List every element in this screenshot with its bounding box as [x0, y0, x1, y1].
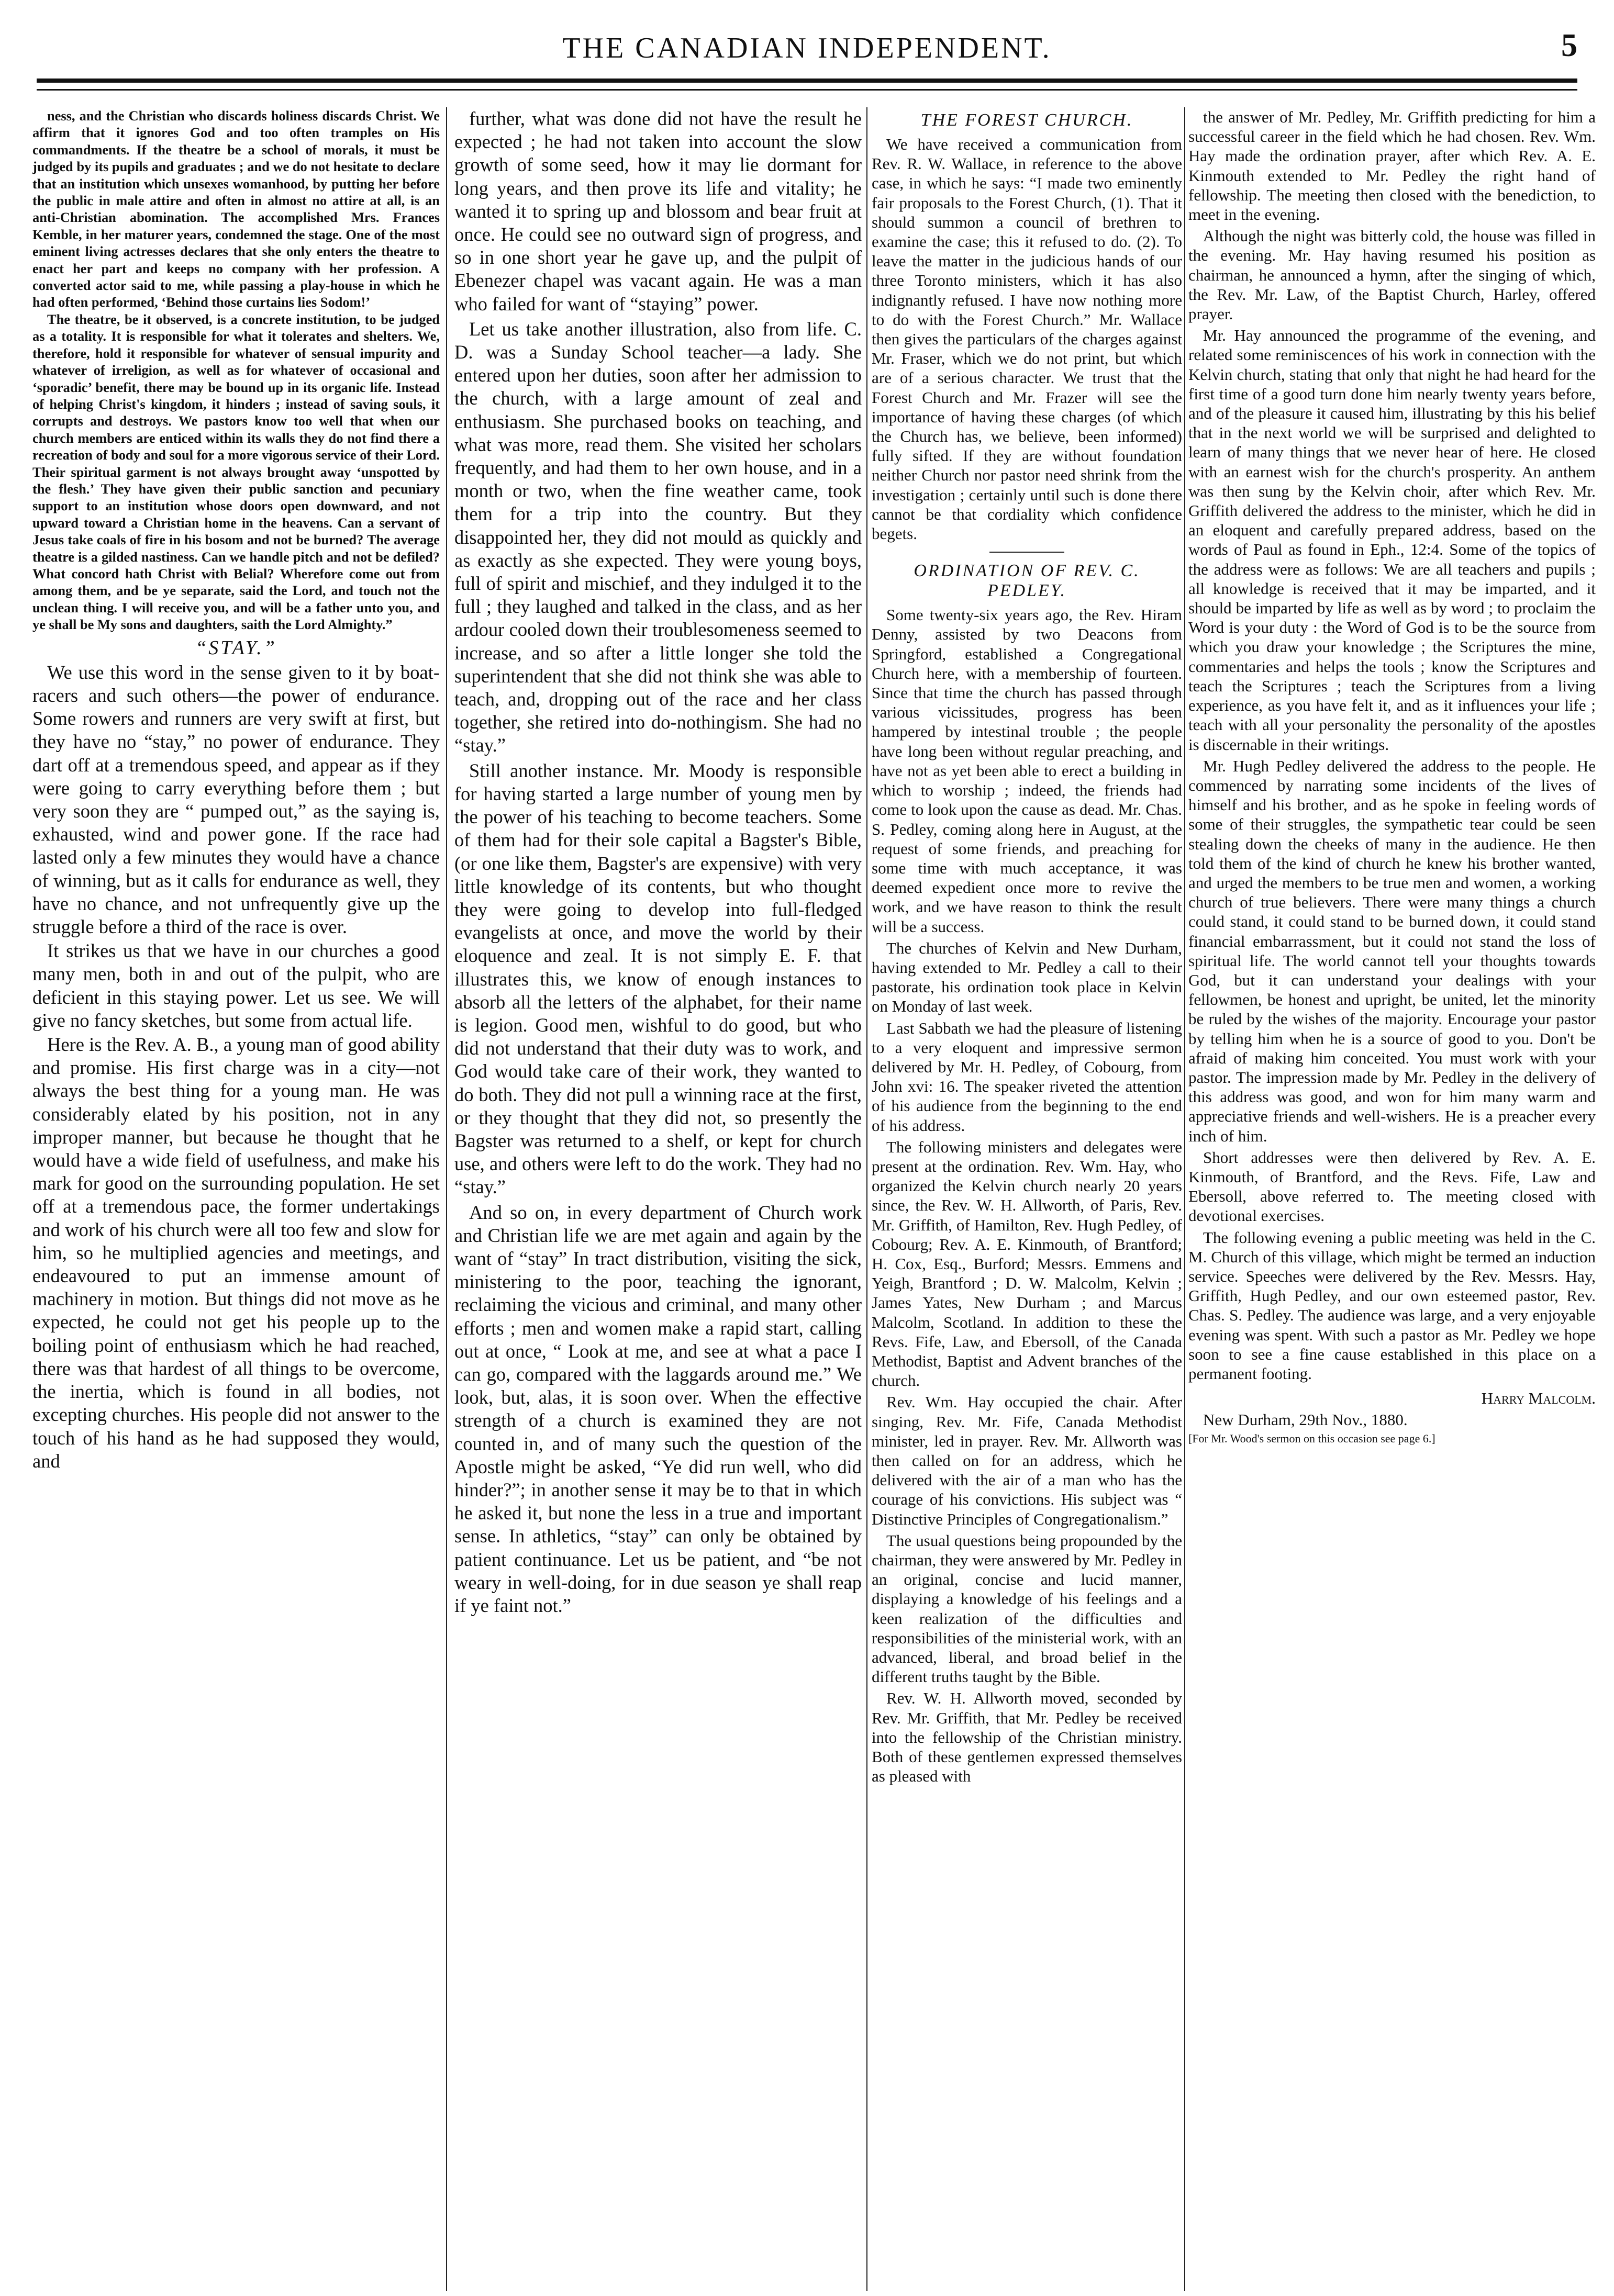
article-paragraph: It strikes us that we have in our churches a good many men, both in and out of the pulpit, who are deficient in this staying power. Let us see. We will give no fancy sketches, but some from actual life.: [32, 940, 440, 1031]
section-separator: [872, 548, 1182, 556]
article-paragraph: The following evening a public meeting was held in the C. M. Church of this village, which might be termed an induction service. Speeches were delivered by the Rev. Messrs. Hay, Griffith, Hugh Pedley, and our own esteemed pastor, Rev. Chas. S. Pedley. The audience was large, and a very enjoyable evening was spent. With such a pastor as Mr. Pedley we hope soon to see a fine cause established in this place on a permanent footing.: [1188, 1228, 1596, 1383]
article-paragraph: The churches of Kelvin and New Durham, having extended to Mr. Pedley a call to their pastorate, his ordination took place in Kelvin on Monday of last week.: [872, 938, 1182, 1016]
stay-article: [32, 661, 440, 1473]
article-paragraph: Some twenty-six years ago, the Rev. Hiram Denny, assisted by two Deacons from Springford, established a Congregational Church here, with a membership of fourteen. Since that time the church has passed through various vicissitudes, progress has been hampered by intestinal trouble ; the people have long been without regular preaching, and have not as yet been able to erect a building in which to worship ; indeed, the friends had come to look upon the cause as dead. Mr. Chas. S. Pedley, coming along here in August, at the request of some friends, and preaching for some time with much acceptance, it was deemed expedient once more to revive the work, and we have reason to think the result will be a success.: [872, 606, 1182, 936]
article-paragraph: Rev. Wm. Hay occupied the chair. After singing, Rev. Mr. Fife, Canada Methodist minister, led in prayer. Rev. Mr. Allworth was then called on for an address, which he delivered with the air of a man who has the courage of his convictions. His subject was “ Distinctive Principles of Congregationalism.”: [872, 1393, 1182, 1528]
article-paragraph: We have received a communication from Rev. R. W. Wallace, in reference to the above case, in which he says: “I made two eminently fair proposals to the Forest Church, (1). That it should summon a council of brethren to examine the case; this it refused to do. (2). To leave the matter in the judicious hands of our three Toronto ministers, which it has also indignantly refused. I have now nothing more to do with the Forest Church.” Mr. Wallace then gives the particulars of the charges against Mr. Fraser, which we do not print, but which are of a serious character. We trust that the Forest Church and Mr. Frazer will see the importance of having these charges (of which the Church has, we believe, been informed) fully sifted. If they are without foundation neither Church nor pastor need shrink from the investigation ; certainly until such is done there cannot be that cordiality which confidence begets.: [872, 135, 1182, 543]
article-paragraph: Last Sabbath we had the pleasure of listening to a very eloquent and impressive sermon delivered by Mr. H. Pedley, of Cobourg, from John xvi: 16. The speaker riveted the attention of his audience from the beginning to the end of his address.: [872, 1018, 1182, 1135]
column-divider: [446, 107, 447, 2291]
article-paragraph: And so on, in every department of Church work and Christian life we are met again and again by the want of “stay” In tract distribution, visiting the sick, ministering to the poor, teaching the ignorant, reclaiming the vicious and criminal, and many other efforts ; men and women make a rapid start, calling out at once, “ Look at me, and see at what a pace I can go, compared with the laggards around me.” We look, but, alas, it is soon over. When the effective strength of a church is examined they are not counted in, and of many such the question of the Apostle might be asked, “Ye did run well, who did hinder?”; in another sense it may be to that in which he asked it, but none the less in a true and important sense. In athletics, “stay” can only be obtained by patient continuance. Let us be patient, and “be not weary in well-doing, for in due season ye shall reap if ye faint not.”: [454, 1201, 862, 1616]
article-paragraph: The theatre, be it observed, is a concrete institution, to be judged as a totality. It is responsible for what it tolerates and shelters. We, therefore, hold it responsible for whatever of sensual impurity and whatever of irreligion, as well as for whatever of occasional and ‘sporadic’ benefit, there may be bound up in its organic life. Instead of helping Christ's kingdom, it hinders ; instead of saving souls, it corrupts and destroys. We pastors know too well that when our church members are enticed within its walls they do not find there a recreation of body and soul for a more vigorous service of their Lord. Their spiritual garment is not always brought away ‘unspotted by the flesh.’ They have given their public sanction and pecuniary support to an institution whose doors open downward, and not upward toward a Christian home in the heavens. Can a servant of Jesus take coals of fire in his bosom and not be burned? The average theatre is a gilded nastiness. Can we handle pitch and not be defiled? What concord hath Christ with Belial? Wherefore come out from among them, and be ye separate, said the Lord, and touch not the unclean thing. I will receive you, and will be a father unto you, and ye shall be My sons and daughters, saith the Lord Almighty.”: [32, 311, 440, 633]
footnote: [For Mr. Wood's sermon on this occasion see page 6.]: [1188, 1431, 1435, 1445]
article-paragraph: Short addresses were then delivered by Rev. A. E. Kinmouth, of Brantford, and the Revs. Fife, Law and Ebersoll, above referred to. The meeting closed with devotional exercises.: [1188, 1148, 1596, 1225]
article-paragraph: the answer of Mr. Pedley, Mr. Griffith predicting for him a successful career in the field which he had chosen. Rev. Wm. Hay made the ordination prayer, after which Rev. A. E. Kinmouth extended to Mr. Pedley the right hand of fellowship. The meeting then closed with the benediction, to meet in the evening.: [1188, 108, 1596, 224]
forest-church-heading: THE FOREST CHURCH.: [920, 110, 1133, 130]
newspaper-title: THE CANADIAN INDEPENDENT.: [562, 32, 1052, 64]
column-2: [454, 107, 862, 2291]
article-paragraph: The usual questions being propounded by the chairman, they were answered by Mr. Pedley in an original, concise and lucid manner, displaying a knowledge of his feelings and a keen realization of the difficulties and responsibilities of the ministerial work, with an advanced, liberal, and broad belief in the different truths taught by the Bible.: [872, 1531, 1182, 1686]
page-number: 5: [1561, 28, 1577, 63]
masthead-rule: [37, 79, 1577, 91]
theatre-article-continued: [32, 107, 440, 633]
article-paragraph: Let us take another illustration, also from life. C. D. was a Sunday School teacher—a lady. She entered upon her duties, soon after her admission to the church, with a large amount of zeal and enthusiasm. She purchased books on teaching, and what was more, read them. She visited her scholars frequently, and had them to her own house, and in a month or two, when the fine weather came, took them for a trip into the country. But they disappointed her, they did not mould as quickly and as exactly as she expected. They were young boys, full of spirit and mischief, and they indulged it to the full ; they laughed and talked in the class, and as her ardour cooled down their troublesomeness seemed to increase, and so after a little longer she told the superintendent that she did not think she was able to teach, and, dropping out of the race and her class together, she retired into do-nothingism. She had no “stay.”: [454, 318, 862, 756]
column-4: [1188, 107, 1596, 2291]
article-paragraph: ness, and the Christian who discards holiness discards Christ. We affirm that it ignores God and too often tramples on His commandments. If the theatre be a school of morals, it must be judged by its pupils and graduates ; and we do not hesitate to declare that an institution which unsexes womanhood, by putting her before the public in male attire and often in almost no attire at all, is an anti-Christian abomination. The accomplished Mrs. Frances Kemble, in her maturer years, condemned the stage. One of the most eminent living actresses declares that she only enters the theatre to enact her part and keeps no company with her profession. A converted actor said to me, while passing a play-house in which he had often performed, ‘Behind those curtains lies Sodom!’: [32, 108, 440, 310]
column-divider: [866, 107, 867, 2291]
author-signature: Harry Malcolm.: [1481, 1389, 1596, 1408]
article-paragraph: further, what was done did not have the result he expected ; he had not taken into account the slow growth of some seed, how it may lie dormant for long years, and then prove its life and vitality; he wanted it to spring up and blossom and bear fruit at once. He could see no outward sign of progress, and so in one short year he gave up, and the pulpit of Ebenezer chapel was vacant again. He was a man who failed for want of “staying” power.: [454, 108, 862, 315]
masthead: [0, 0, 1614, 92]
stay-heading: “STAY.”: [195, 636, 277, 659]
column-1: [32, 107, 440, 2291]
article-paragraph: Although the night was bitterly cold, the house was filled in the evening. Mr. Hay having resumed his position as chairman, he announced a hymn, after the singing of which, the Rev. Mr. Law, of the Baptist Church, Harley, offered prayer.: [1188, 227, 1596, 323]
article-paragraph: Still another instance. Mr. Moody is responsible for having started a large number of young men by the power of his teaching to become teachers. Some of them had for their sole capital a Bagster's Bible, (or one like them, Bagster's are expensive) with very little knowledge of its contents, but who thought they were going to develop into full-fledged evangelists at once, and move the world by their eloquence and zeal. It is not simply E. F. that illustrates this, we know of enough instances to absorb all the letters of the alphabet, for their name is legion. Good men, wishful to do good, but who did not understand that their duty was to work, and God would take care of their work, they wanted to do both. They did not pull a winning race at the first, or they thought that they did not, so presently the Bagster was returned to a shelf, or kept for church use, and others were left to do the work. They had no “stay.”: [454, 759, 862, 1198]
article-paragraph: Rev. W. H. Allworth moved, seconded by Rev. Mr. Griffith, that Mr. Pedley be received into the fellowship of the Christian ministry. Both of these gentlemen expressed themselves as pleased with: [872, 1689, 1182, 1786]
article-paragraph: We use this word in the sense given to it by boat-racers and such others—the power of endurance. Some rowers and runners are very swift at first, but they have no “stay,” no power of endurance. They dart off at a tremendous speed, and appear as if they were going to carry everything before them ; but very soon they are “ pumped out,” as the saying is, exhausted, wind and power gone. If the race had lasted only a few minutes they would have a chance of winning, but as it calls for endurance as well, they have no chance, and not unfrequently give up the struggle before a third of the race is over.: [32, 661, 440, 938]
article-paragraph: The following ministers and delegates were present at the ordination. Rev. Wm. Hay, who organized the Kelvin church nearly 20 years since, the Rev. W. H. Allworth, of Paris, Rev. Mr. Griffith, of Hamilton, Rev. Hugh Pedley, of Cobourg; Rev. A. E. Kinmouth, of Brantford; H. Cox, Esq., Burford; Messrs. Emmens and Yeigh, Brantford ; D. W. Malcolm, Kelvin ; James Yates, New Durham ; and Marcus Malcolm, Scotland. In addition to these the Revs. Fife, Law, and Ebersoll, of the Canada Methodist, Baptist and Advent branches of the church.: [872, 1137, 1182, 1390]
column-3: [872, 107, 1182, 2291]
dateline: New Durham, 29th Nov., 1880.: [1203, 1410, 1408, 1429]
column-divider: [1184, 107, 1185, 2291]
article-paragraph: Mr. Hugh Pedley delivered the address to the people. He commenced by narrating some incidents of the lives of himself and his brother, and as he spoke in feeling words of some of their struggles, the sympathetic tear could be seen stealing down the cheeks of many in the audience. He then told them of the kind of church he knew his brother wanted, and urged the members to be true men and women, a working church of true believers. There were many things a church could stand, it could stand to be burned down, it could stand financial embarrassment, but it could not stand the loss of spiritual life. The world cannot tell your thoughts towards God, but it can understand your dealings with your fellowmen, be honest and upright, be united, let the minority be ruled by the wishes of the majority. Encourage your pastor by telling him when he is a source of good to you. Don't be afraid of making him conceited. You must work with your pastor. The impression made by Mr. Pedley in the delivery of this address was good, and won for him many warm and appreciative friends and well-wishers. He is a preacher every inch of him.: [1188, 756, 1596, 1145]
article-paragraph: Here is the Rev. A. B., a young man of good ability and promise. His first charge was in a city—not always the best thing for a young man. He was considerably elated by his position, not in any improper manner, but because he thought that he would have a wide field of usefulness, and make his mark for good on the surrounding population. He set off at a tremendous pace, the former undertakings and work of his church were all too few and slow for him, so he multiplied agencies and meetings, and endeavoured to put an immense amount of machinery in motion. But things did not move as he expected, he could not get his people up to the boiling point of enthusiasm which he had reached, there was that hardest of all things to be overcome, the inertia, which is found in all bodies, not excepting churches. His people did not answer to the touch of his hand as he had supposed they would, and: [32, 1034, 440, 1472]
ordination-heading: ORDINATION OF REV. C. PEDLEY.: [914, 561, 1140, 601]
article-paragraph: Mr. Hay announced the programme of the evening, and related some reminiscences of his work in connection with the Kelvin church, stating that only that night he had heard for the first time of a good turn done him nearly twenty years before, and of the pleasure it caused him, illustrating by this his belief that in the next world we will be surprised and delighted to learn of many things that we never hear of here. He closed with an earnest wish for the church's prosperity. An anthem was then sung by the Kelvin choir, after which Rev. Mr. Griffith delivered the address to the minister, which he did in an eloquent and carefully prepared address, based on the words of Paul as found in Eph., 12:4. Some of the topics of the address were as follows: We are all teachers and pupils ; all knowledge is received that it may be imparted, and it should be imparted by life as well as by word ; to proclaim the Word is your duty : the Word of God is to be the source from which you draw your knowledge ; the Scriptures the mine, commentaries and helps the tools ; know the Scriptures and teach the Scriptures ; teach the Scriptures from a living experience, as you have felt it, and as it influences your life ; teach with all your personality the personality of the apostles is discernable in their writings.: [1188, 326, 1596, 754]
